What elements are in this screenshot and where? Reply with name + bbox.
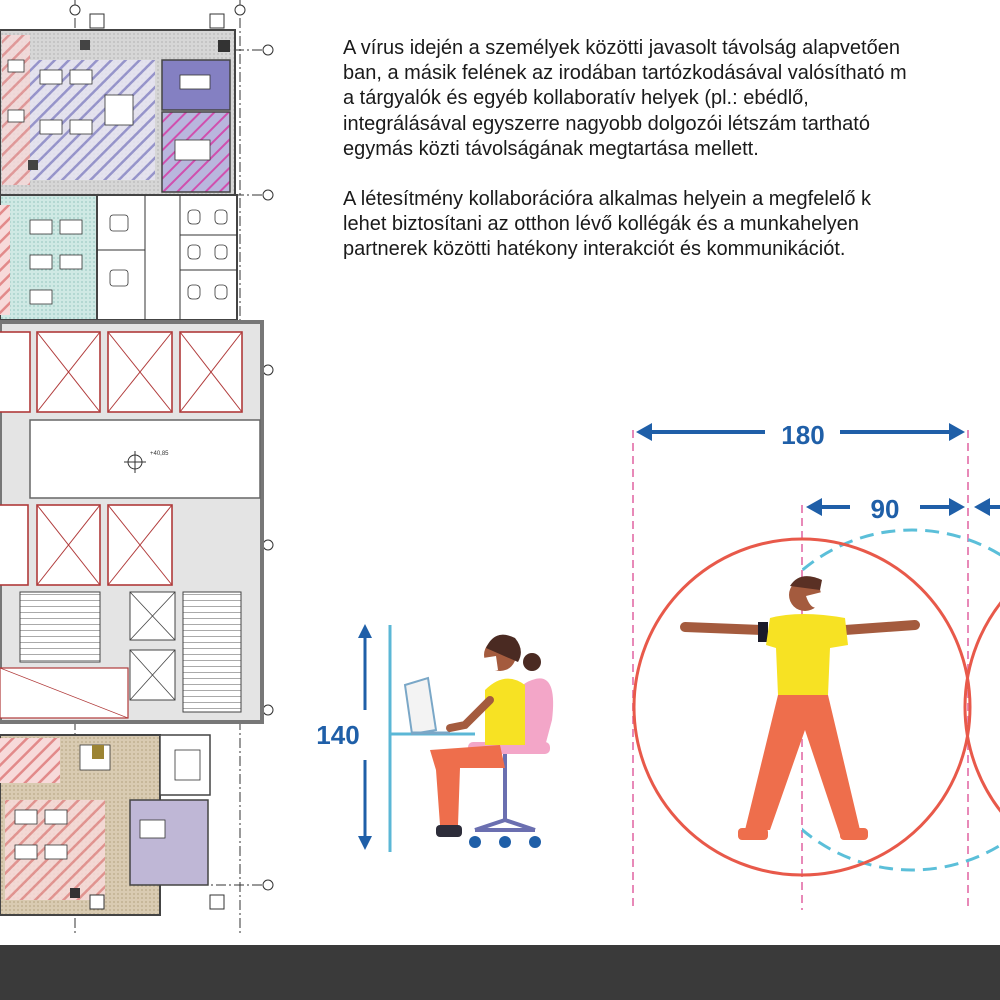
body-text xyxy=(343,36,1000,263)
dimension-180-label: 180 xyxy=(781,420,825,450)
floor-plan-drawing xyxy=(0,0,295,945)
dimension-90-label: 90 xyxy=(870,494,900,524)
paragraph-1-line: ban, a másik felének az irodában tartózkodásával valósítható m xyxy=(343,62,907,85)
paragraph-1-line: integrálásával egyszerre nagyobb dolgozói létszám tartható xyxy=(343,112,870,135)
seated-person-figure xyxy=(390,625,553,852)
dimension-90-arrow xyxy=(806,498,1000,516)
standing-person-figure xyxy=(685,576,915,840)
paragraph-1-line: A vírus idején a személyek közötti javasolt távolság alapvetően xyxy=(343,37,900,59)
paragraph-2-line: partnerek közötti hatékony interakciót és kommunikációt. xyxy=(343,238,846,261)
dimension-140-label: 140 xyxy=(316,720,360,750)
paragraph-2 xyxy=(343,187,1000,263)
distancing-illustration xyxy=(300,400,1000,945)
elevation-label: +40,85 xyxy=(150,451,169,457)
footer-bar xyxy=(0,945,1000,1000)
laptop xyxy=(405,678,436,734)
paragraph-2-line: lehet biztosítani az otthon lévő kollégák és a munkahelyen xyxy=(343,213,859,236)
paragraph-1-line: a tárgyalók és egyéb kollaboratív helyek (pl.: ebédlő, xyxy=(343,87,809,110)
paragraph-2-line: A létesítmény kollaborációra alkalmas helyein a megfelelő k xyxy=(343,188,872,211)
paragraph-1 xyxy=(343,36,1000,162)
paragraph-1-line: egymás közti távolságának megtartása mellett. xyxy=(343,137,759,160)
dimension-140-arrow xyxy=(358,624,372,850)
